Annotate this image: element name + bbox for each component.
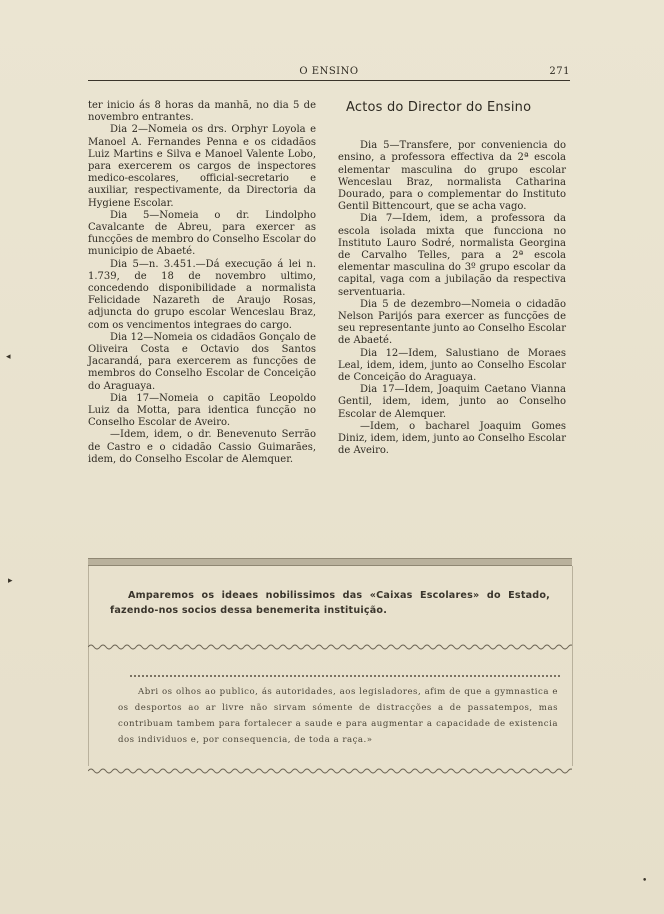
appeal-notice — [110, 588, 550, 618]
left-paragraph: ter inicio ás 8 horas da manhã, no dia 5 de novembro entrantes. — [88, 100, 316, 124]
quote-text: Abri os olhos ao publico, ás autoridades, aos legisladores, afim de que a gymnastica e os desportos ao ar livre não sirvam sómente de distracções a de passatempos, mas contribuam tambem para fortalecer a saude e para augmentar a capacidade de existencia dos individuos e, por consequencia, de toda a raça.» — [118, 687, 558, 745]
left-paragraph: Dia 17—Nomeia o capitão Leopoldo Luiz da Motta, para identica funcção no Conselho Escolar de Aveiro. — [88, 392, 316, 429]
right-paragraph: —Idem, o bacharel Joaquim Gomes Diniz, idem, idem, junto ao Conselho Escolar de Aveiro. — [338, 420, 566, 457]
box-border-right — [572, 566, 573, 766]
right-paragraph: Dia 5—Transfere, por conveniencia do ensino, a professora effectiva da 2ª escola elementar masculina do grupo escolar Wenceslau Braz, normalista Catharina Dourado, para o complementar do Instituto Gentil Bittencourt, que se acha vago. — [338, 140, 566, 213]
left-paragraph: Dia 12—Nomeia os cidadãos Gonçalo de Oliveira Costa e Octavio dos Santos Jacarandá, para exercerem as funcções de membros do Conselho Escolar de Conceição do Araguaya. — [88, 331, 316, 392]
journal-title: O ENSINO — [299, 66, 359, 77]
appeal-text: Amparemos os ideaes nobilissimos das «Caixas Escolares» do Estado, fazendo-nos socios dessa benemerita instituição. — [110, 590, 550, 616]
right-paragraph: Dia 7—Idem, idem, a professora da escola isolada mixta que funcciona no Instituto Lauro Sodré, normalista Georgina de Carvalho Telles, para a 2ª escola elementar masculina do 3º grupo escolar da capital, vaga com a jubilação da respectiva serventuaria. — [338, 213, 566, 298]
box-border-left — [88, 566, 89, 766]
wavy-ornament-bottom — [88, 766, 572, 776]
right-paragraph: Dia 17—Idem, Joaquim Caetano Vianna Gentil, idem, idem, junto ao Conselho Escolar de Alemquer. — [338, 384, 566, 420]
margin-mark-icon: ◂ — [6, 352, 11, 362]
left-paragraph: —Idem, idem, o dr. Benevenuto Serrão de Castro e o cidadão Cassio Guimarães, idem, do Conselho Escolar de Alemquer. — [88, 429, 316, 465]
margin-mark-icon: ▸ — [8, 576, 13, 586]
wavy-ornament-top — [88, 642, 572, 652]
left-column — [88, 100, 316, 466]
right-paragraph: Dia 12—Idem, Salustiano de Moraes Leal, idem, idem, junto ao Conselho Escolar de Conceição do Araguaya. — [338, 347, 566, 384]
left-paragraph: Dia 5—Nomeia o dr. Lindolpho Cavalcante de Abreu, para exercer as funcções de membro do Conselho Escolar do municipio de Abaeté. — [88, 209, 316, 258]
quote-block — [118, 684, 558, 748]
page-number: 271 — [549, 66, 570, 77]
section-heading: Actos do Director do Ensino — [346, 100, 532, 115]
right-column — [338, 102, 566, 457]
dotted-rule — [130, 675, 560, 677]
right-paragraph: Dia 5 de dezembro—Nomeia o cidadão Nelson Parijós para exercer as funcções de seu representante junto ao Conselho Escolar de Abaeté. — [338, 298, 566, 347]
running-header — [88, 64, 570, 80]
section-divider — [88, 558, 572, 566]
margin-dot-icon: • — [642, 876, 648, 886]
left-paragraph: Dia 5—n. 3.451.—Dá execução á lei n. 1.739, de 18 de novembro ultimo, concedendo disponibilidade a normalista Felicidade Nazareth de Araujo Rosas, adjuncta do grupo escolar Wenceslau Braz, com os vencimentos integraes do cargo. — [88, 258, 316, 331]
left-paragraph: Dia 2—Nomeia os drs. Orphyr Loyola e Manoel A. Fernandes Penna e os cidadãos Luiz Martins e Silva e Manoel Valente Lobo, para exercerem os cargos de inspectores medico-escolares, official-secretario e auxiliar, respectivamente, da Directoria da Hygiene Escolar. — [88, 124, 316, 209]
header-rule — [88, 80, 570, 81]
